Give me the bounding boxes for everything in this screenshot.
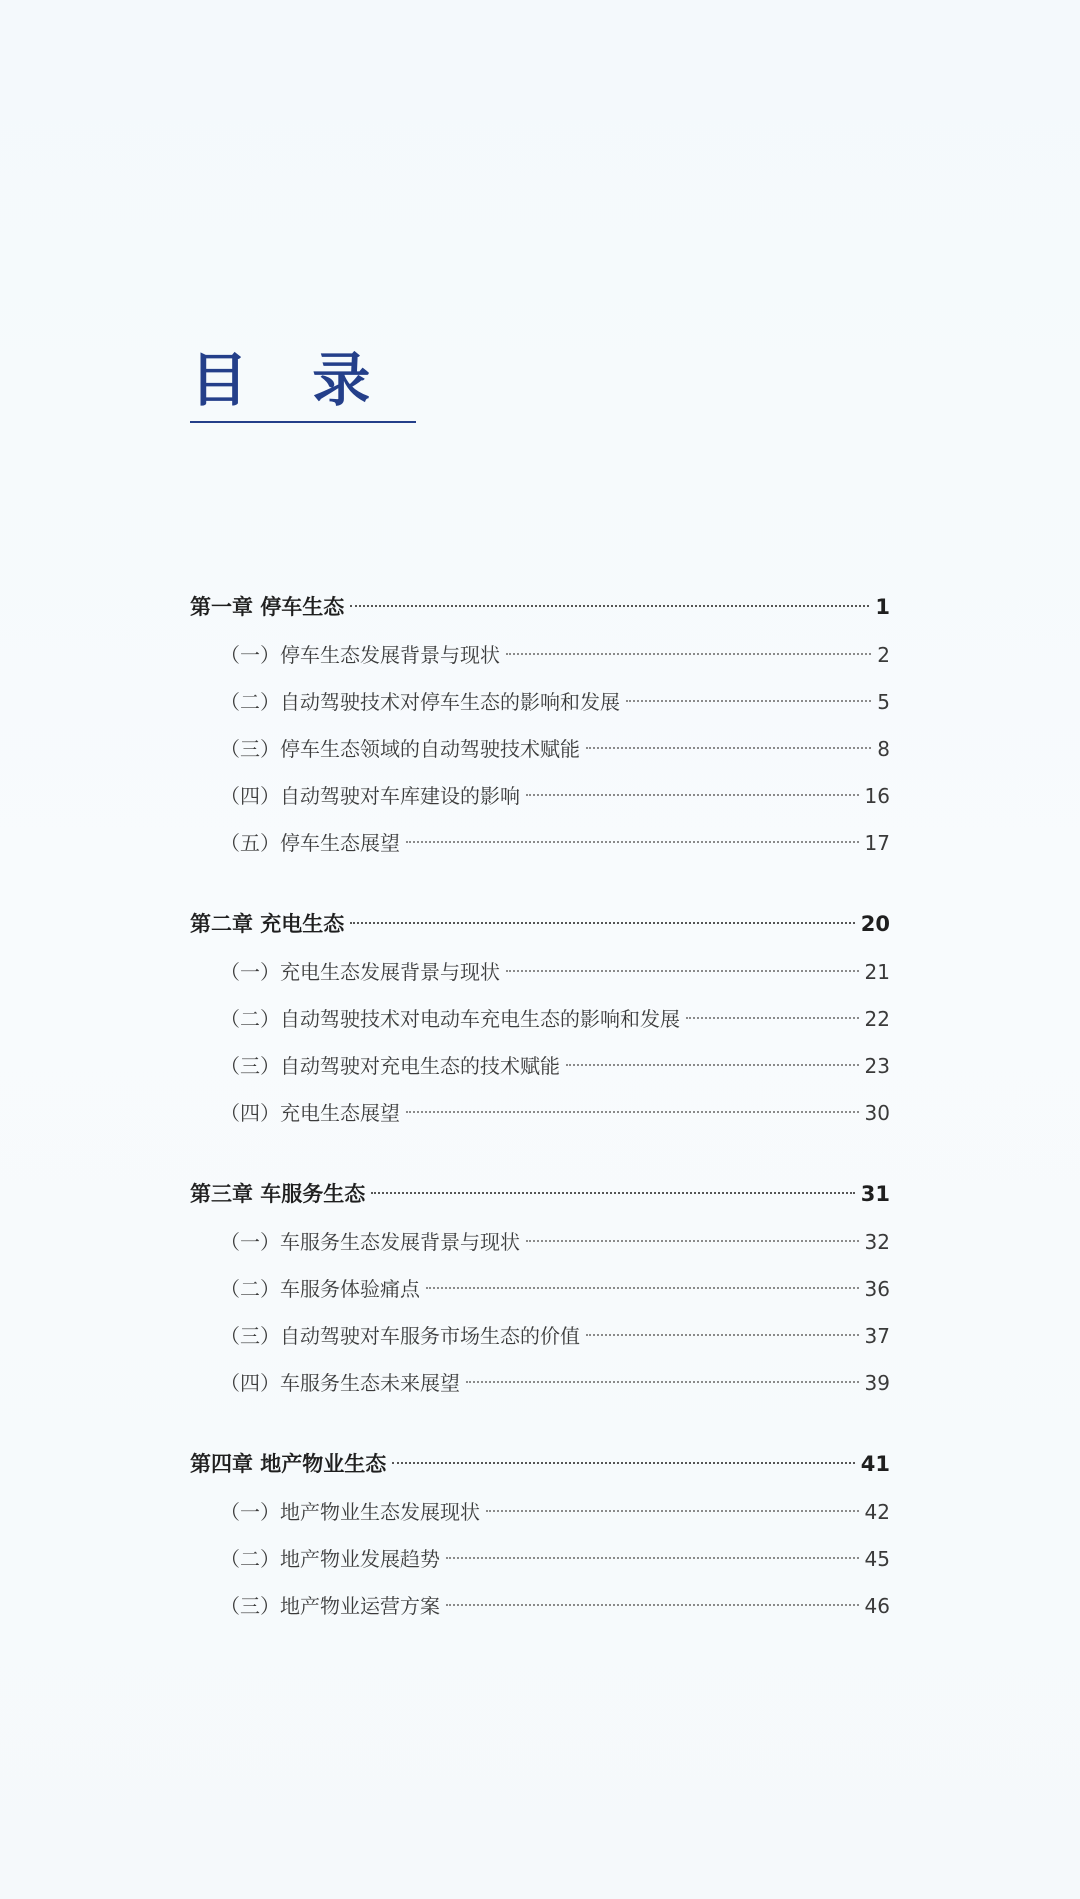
dot-leader [506, 970, 859, 972]
toc-chapter-title: 第一章 停车生态 [190, 595, 345, 619]
toc-section-title: （三）停车生态领域的自动驾驶技术赋能 [220, 737, 580, 761]
toc-chapter-1 [190, 582, 890, 867]
dot-leader [350, 922, 854, 924]
toc-page-number: 37 [864, 1324, 890, 1348]
toc-chapter-title: 第四章 地产物业生态 [190, 1452, 387, 1476]
toc-section-title: （四）自动驾驶对车库建设的影响 [220, 784, 520, 808]
toc-chapter-title: 第二章 充电生态 [190, 912, 345, 936]
toc-section-title: （三）地产物业运营方案 [220, 1594, 440, 1618]
toc-section-title: （二）自动驾驶技术对停车生态的影响和发展 [220, 690, 620, 714]
toc-page-number: 2 [877, 643, 890, 667]
toc-page-number: 41 [860, 1452, 890, 1476]
toc-section-title: （一）地产物业生态发展现状 [220, 1500, 480, 1524]
toc-chapter-entry[interactable] [190, 1169, 890, 1219]
toc-section-title: （四）车服务生态未来展望 [220, 1371, 460, 1395]
page-title: 目 录 [190, 346, 393, 414]
dot-leader [626, 700, 871, 702]
toc-section-title: （二）车服务体验痛点 [220, 1277, 420, 1301]
toc-page-number: 42 [864, 1500, 890, 1524]
toc-section-entry[interactable] [190, 726, 890, 773]
toc-chapter-4 [190, 1439, 890, 1630]
toc-chapter-2 [190, 899, 890, 1137]
toc-section-entry[interactable] [190, 1219, 890, 1266]
toc-section-entry[interactable] [190, 1360, 890, 1407]
toc-page-number: 8 [877, 737, 890, 761]
dot-leader [446, 1604, 859, 1606]
toc-section-entry[interactable] [190, 1090, 890, 1137]
dot-leader [566, 1064, 859, 1066]
toc-section-entry[interactable] [190, 773, 890, 820]
toc-chapter-entry[interactable] [190, 1439, 890, 1489]
dot-leader [350, 605, 869, 607]
toc-section-title: （一）车服务生态发展背景与现状 [220, 1230, 520, 1254]
toc-section-entry[interactable] [190, 820, 890, 867]
toc-chapter-3 [190, 1169, 890, 1407]
toc-page-number: 1 [875, 595, 890, 619]
dot-leader [486, 1510, 859, 1512]
toc-page-number: 21 [864, 960, 890, 984]
toc-chapter-entry[interactable] [190, 582, 890, 632]
table-of-contents [190, 582, 890, 1662]
toc-section-entry[interactable] [190, 632, 890, 679]
toc-page-number: 39 [864, 1371, 890, 1395]
toc-section-title: （五）停车生态展望 [220, 831, 400, 855]
toc-page-number: 46 [864, 1594, 890, 1618]
dot-leader [392, 1462, 854, 1464]
dot-leader [466, 1381, 859, 1383]
dot-leader [446, 1557, 859, 1559]
toc-section-title: （二）自动驾驶技术对电动车充电生态的影响和发展 [220, 1007, 680, 1031]
toc-page-number: 23 [864, 1054, 890, 1078]
dot-leader [526, 794, 859, 796]
dot-leader [686, 1017, 859, 1019]
toc-section-entry[interactable] [190, 1583, 890, 1630]
dot-leader [586, 1334, 859, 1336]
toc-page-number: 30 [864, 1101, 890, 1125]
toc-section-title: （三）自动驾驶对车服务市场生态的价值 [220, 1324, 580, 1348]
toc-page-number: 22 [864, 1007, 890, 1031]
dot-leader [526, 1240, 859, 1242]
toc-page-number: 32 [864, 1230, 890, 1254]
toc-section-entry[interactable] [190, 996, 890, 1043]
toc-section-title: （二）地产物业发展趋势 [220, 1547, 440, 1571]
toc-section-entry[interactable] [190, 1536, 890, 1583]
dot-leader [586, 747, 871, 749]
toc-section-entry[interactable] [190, 1489, 890, 1536]
dot-leader [406, 841, 859, 843]
toc-chapter-title: 第三章 车服务生态 [190, 1182, 366, 1206]
toc-page-number: 31 [860, 1182, 890, 1206]
toc-section-entry[interactable] [190, 1266, 890, 1313]
toc-section-title: （三）自动驾驶对充电生态的技术赋能 [220, 1054, 560, 1078]
toc-page-number: 45 [864, 1547, 890, 1571]
toc-page-number: 20 [860, 912, 890, 936]
dot-leader [426, 1287, 859, 1289]
toc-section-title: （四）充电生态展望 [220, 1101, 400, 1125]
toc-section-title: （一）停车生态发展背景与现状 [220, 643, 500, 667]
toc-page-number: 16 [864, 784, 890, 808]
dot-leader [406, 1111, 859, 1113]
toc-section-title: （一）充电生态发展背景与现状 [220, 960, 500, 984]
toc-section-entry[interactable] [190, 1313, 890, 1360]
dot-leader [371, 1192, 854, 1194]
toc-section-entry[interactable] [190, 949, 890, 996]
toc-page-number: 5 [877, 690, 890, 714]
toc-page-number: 17 [864, 831, 890, 855]
toc-section-entry[interactable] [190, 679, 890, 726]
toc-page-number: 36 [864, 1277, 890, 1301]
toc-chapter-entry[interactable] [190, 899, 890, 949]
toc-section-entry[interactable] [190, 1043, 890, 1090]
dot-leader [506, 653, 871, 655]
title-underline [190, 421, 416, 423]
